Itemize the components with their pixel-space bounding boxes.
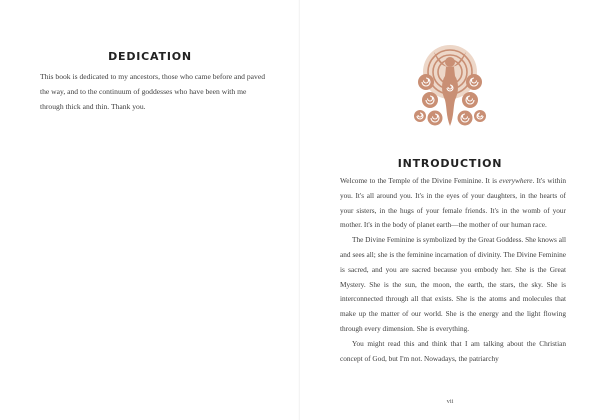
introduction-title: INTRODUCTION	[397, 157, 503, 170]
page-number: vii	[446, 398, 454, 405]
intro-paragraph-2: The Divine Feminine is symbolized by the Great Goddess. She knows all and sees all; she is the feminine incarnation of divinity. The Divine Feminine is sacred, and you are sacred because you embody her. She is the Great Mystery. She is the sun, the moon, the earth, the stars, the sky. She is interconnected through all that exists. She is the atoms and molecules that make up the matter of our world. She is the energy and the light flowing through every dimension. She is everything.	[340, 235, 567, 333]
intro-p1-start: Welcome to the Temple of the Divine Feminine. It is	[340, 176, 500, 185]
intro-paragraph-3: You might read this and think that I am talking about the Christian concept of God, but I'm not. Nowadays, the patriarchy	[340, 338, 566, 363]
goddess-spiral-emblem-icon	[402, 36, 498, 132]
right-page	[300, 0, 600, 420]
dedication-text: This book is dedicated to my ancestors, those who came before and paved the way, and to the continuum of goddesses who have been with me through thick and thin. Thank you.	[40, 72, 266, 112]
intro-p1-emphasis: everywhere	[499, 176, 533, 185]
dedication-title: DEDICATION	[108, 50, 192, 63]
intro-paragraph-1	[340, 174, 566, 233]
introduction-body	[340, 174, 566, 366]
intro-p1-end: . It's within you. It's all around you. It's in the eyes of your daughters, in the hearts of your sisters, in the hugs of your female friends. It's in the womb of your mother. It's in the body of planet earth—the mother of our human race.	[340, 176, 566, 230]
